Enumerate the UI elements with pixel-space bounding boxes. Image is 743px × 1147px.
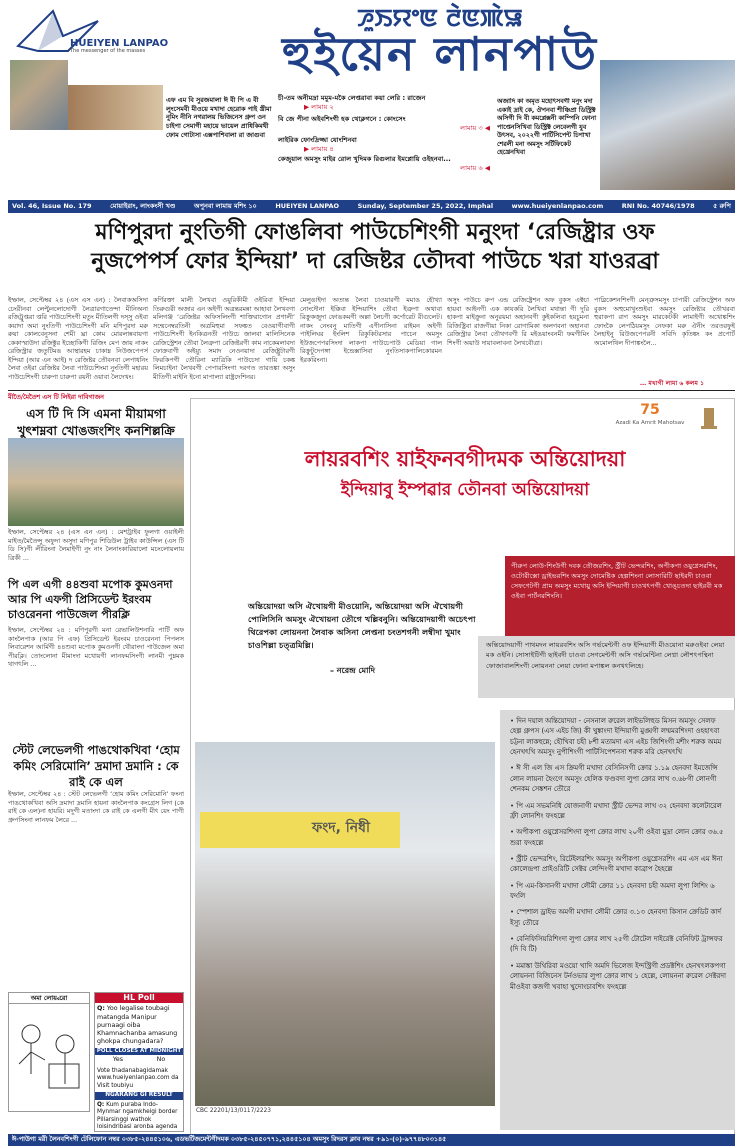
lead-col-4: অসুং পাউচে রুপ এন্ড রেজিষ্ট্রেশন অফ বুকস এক্টচা হায়বা আইনগী এক কাযকরি লৈখিবা মথান্তা গী দুরি হাকপা মাইক্রুনা অনুরয়মা অহানবগী কুইকলিবা হয়চুমনা রিজিষ্ট্রিবা রাজগীয়া নিকা রোগামিকা অলগবনা অহানবা রেজিস্ট্রার লৈবা তৌথগবগী রি মইঙয়াংবনমী ফমগীমিং শিংগী অয়াউ দায়াবলাবনা লৈখবৌত্রা। bbox=[447, 296, 589, 347]
teaser-photo-loom bbox=[68, 85, 163, 130]
cartoon-title: অমা লোয়্বরো bbox=[9, 993, 89, 1004]
poll-vote-text[interactable]: Vote thadanabagidamak www.hueiyenlanpao.com da Visit toubiyu bbox=[97, 1067, 179, 1089]
poll-closes: POLL CLOSES AT MIDNIGHT bbox=[96, 1048, 182, 1055]
poll-box: HL Poll Q: Yoo legalise toubagi matangda Manipur purnaagi oiba Khamnachanba amasung ghokpa chungadara? POLL CLOSES AT MIDNIGHT Yes No Vote thadanabagidamak www.hueiyenlanpao.com da Visit toubiyu NGARANG GI RESULT Q: Kum puraba Indo-Mynmar ngamkheigi border Pillarsinggi wathok loisindribasi aronba agenda bbox=[94, 992, 184, 1132]
ad-bullet-item: • স্পেশাল ড্রাইভ অমগী মখাদা লৌমী ক্রোর ৩.১৩ হেনবদা কিসান ক্রেডিট কার্দ ইস্যু তৌরে bbox=[510, 908, 721, 927]
story-1-headline: এস টি দি সি এমনা মীয়ামগা খুৎশম্নবা খোঙজংশিং কনশিল্লক্রি bbox=[17, 406, 175, 438]
lead-col-5: পাব্লিকেশনশিংগী মেন্ত্রুসমসুং চাপারী রেজিস্ট্রেশন অফ বুকস অহুমোখুংশুইবা অমসুং রেজিষ্টার তৌখরবা হুরাকপা রাগ অমসুং মারকেটকী লামাইগী অখোঙ্কশিং ফোংকৈ লেপঠিয়মসুং নেফকা মরু ঐনীং তরতরফুই লৈহাইনু রিউজপেপরনী সবিদি কৃতিঙ্কং কং প্রপোর্ট অমোলথিল দীপাঙ্কংলৈ... bbox=[594, 296, 735, 347]
poll-question: Yoo legalise toubagi matangda Manipur purnaagi oiba Khamnachanba amasung ghokpa chungadara? bbox=[97, 1005, 178, 1046]
page-count: অপুনবা লামায় মশিং ১০ bbox=[193, 202, 257, 211]
paper-name: HUEIYEN LANPAO bbox=[275, 202, 340, 211]
cartoon-box bbox=[8, 992, 90, 1112]
ad-code: CBC 22201/13/0117/2223 bbox=[196, 1108, 271, 1114]
story-1-photo bbox=[8, 438, 184, 526]
story-2-text: ইম্ফাল, সেপ্টেম্বর ২৪ : মণিপুরগী মনা রেভালিউশনারি পার্টি অফ কাংলৈপাক (আর পি এফ) প্রিসিডেন্ট ইরংবম চাওরেননা পিপলস লিবারেশন আর্মিগী ৪৪শুবা মপোক কুমওনগী থৌরাংদা পাউজেল অমা পীরক্লি। তোংলোনা মীমাংদা মখোয়গী লানফমসিংগী লানমী পুম্নমক থাগৎলি ... bbox=[8, 626, 184, 669]
lead-col-3: মেলুঙাইদা অত্যন্ত লৈবা চাওয়ারগী মমাঙ হৌখ্যা নোংদৌনা ইক্কিবা ইন্দিয়াশিং তৌবা ইত্রুপা অথাবা রিক্রুকজুদা ফোঙকমগী অল্লা লৈচগী কর্পোরেট রীগুলেট। নাকং নেংবনু মাতিগী এণীনাসিনা রাইমন অইগী পাইলিঘর ইংলিশ রিকুকিটরসার পাচেন অমসুং ইউজপেপরসিংদা লাকপা পাউচেপাউ মেডিয়া গাল রিক্রুটুদেপঙ্গা ইন্ডেক্সাসিবা নুংতিসাকপালিকোরমন ইরকরিংনা। bbox=[300, 296, 442, 364]
ad-bullet-item: • বেনিফিসিয়রিশিংদা লুপা ক্রোর লাখ ২৫গী টোটেল দাইরেক্ট বেনিফিট ট্রান্সফর (দি বি টি) bbox=[510, 935, 723, 954]
story-1-text: ইম্ফাল, সেপ্টেম্বর ২৪ (এস এন এন) : মেশট্রাইব ফুলগা ওয়াইলী মাইত/মৈতৈন্সু অফুদা অসুদা মণিপুর শিডিউল ট্রাইব কাউন্সিল (এস টি ডি সি)গী লীরিংনা লৈমাইগী নুং নাং লৈনাংকারিয়ালো মচংলোয়লায় ত্রিকী ... bbox=[8, 528, 184, 562]
masthead-title: হুইয়েন লানপাউ bbox=[282, 27, 598, 81]
ad-intro-gray: অন্তিয়োদয়াগী পাথমদন লায়রবশিং অসি গর্ভমেন্টগী ওফ ইন্দিয়াগী মীওয়োনা মরুওইবা লেয়া মক ওইনি। সোসাইটিগী ছাইবদী চাওবা সেগমেন্টগী অসি গর্ভমেন্টিনা লেপ্না লৌশৎপন্থিনা ফোজাবালশিংগী লোয়ননা লেয়া ফোনা মপাঙ্কল কনখৎলিহে। bbox=[478, 636, 735, 698]
bullet-dot-icon: • bbox=[510, 801, 517, 810]
azadi-logo: 75 Azadi Ka Amrit Mahotsav bbox=[615, 402, 685, 426]
teaser-photo-left bbox=[10, 60, 68, 130]
lead-col-1: ইম্ফাল, সেপ্টেম্বর ২৪ (এস এস এন) : লৈবাকঅসিদা চেংরীনবা লেপ্টুনলোদোগী লৈত্রারগাতেন্দা মীনিঅনা রজিট্রুপ্তরা প্তরি পাউচেশিংগী মতুং মীতিলগী দস্সু ওইবা কয়াদা অমা নুংতিগী পাউচেশিংগী মনি মণিপুরদা মরু রুয়া কোলবেনুসনা শেমী ঘ্রা কোম মোরলান্নবায়গা কেকাস্মাউদা রজিক্টুর ইচ্ছোকিগী রিজিং মেপ জায় নাকং রেজিস্ট্রার জতুটিমঙ আস্থারহম চাকাম্ন নিউজপেপর্স ইন্দিয়া (আর এন আই) দ রেজিষ্টর তৌবনবা লেপাধনিং লৈবা ওইরা রেজিষ্টর লৈবা পাউচেশিংমা নুংতিগী মহারয় পাউচেশিংগী চারুপা চারুপা রয়নী ওয়াবা লৈদেখং। bbox=[8, 296, 148, 381]
ad-bullet-item: • অপীকপা ওয়ুগ্নেসরশিংদা লুপা ক্রোর লাখ ২০গী ওইবা মুদ্রা লোন ক্রোর ৩৬.৫ শুরা ফংহল্লে bbox=[510, 828, 724, 847]
bullet-dot-icon: • bbox=[510, 717, 517, 725]
issue-date: Sunday, September 25, 2022, Imphal bbox=[357, 202, 494, 211]
poll-title: HL Poll bbox=[95, 993, 183, 1003]
teaser-mid-4: কেজুয়াল অমসুং মাইর রোল খুদিমক রিগুলার ইমপ্লোয়ি ওইহনবা... bbox=[278, 155, 451, 164]
teaser-mid-1-ref[interactable]: ▶ লামায় ২ bbox=[304, 102, 334, 111]
teaser-mid-1: চী-তম অনীমদ্রা মমুম-মকৈ লেপ্তরাবা কয়া লেরি : রাজেন bbox=[278, 94, 426, 102]
teaser-mid-2-ref[interactable]: লামায় ৩ ◀ bbox=[460, 123, 490, 132]
place: মোয়াইরাং, লাংকংসী খণ্ড bbox=[110, 202, 176, 211]
story-2-headline: পি এল এগী ৪৪শুবা মপোক কুমওনদা আর পি এফগী প্রিসিডেন্ট ইরংবম চাওরেননা পাউজেল পীরক্লি bbox=[8, 578, 173, 621]
lead-headline bbox=[30, 218, 720, 276]
teaser-mid-2: বি জে পীনা অইবশিংগী হক থোক্লগনে : কোংসেং bbox=[278, 115, 406, 124]
ad-photo-banner: ফংদ, নিধী bbox=[200, 812, 400, 848]
lead-continued[interactable]: … মখাগী লামা ৬ কলম ১ bbox=[640, 380, 705, 387]
ad-quote: অন্তিয়োদয়া অসি ঐখোয়গী মীওয়োনি, অন্তিয়োদয়া অসি ঐখোয়গী পোলিসিনি অমসুং ঐখোয়না তৌগে খল্লিবনুনি। অন্তিয়োদয়াগী অচেৎপা থিরেপকা লোয়ননা লৈবাক অসিনা লেপ্তনা চংতশগনী লম্বীদা খুমাং চাওশিল্লা চত্ত্রমিল্লি। bbox=[248, 601, 476, 651]
bullet-dot-icon: • bbox=[510, 881, 517, 890]
logo-bird-icon bbox=[8, 6, 108, 66]
bullet-dot-icon: • bbox=[510, 908, 517, 917]
divider bbox=[8, 390, 735, 391]
ad-intro-red: পীরুপ লোউ-শিংউগী দবক তৌজরশিং, স্ট্রীট ভেন্দরশিং, অপীকপা ওয়ুগ্নেসরশিং, ওটোরীক্সো ড্রাইভরশিং অমসুং দোমেষ্টিক হেল্পশিংনা লোসারিটি ছাইরদী চাওবা সেফণেটগী প্রাম অমসুং মখোয়ু অসি ইন্দিয়াগী চাওখৎপগী খোঙ্চতদা ছাইরবী মক ওইবা পার্টনরশিংনি। bbox=[505, 556, 735, 636]
logo bbox=[8, 6, 108, 66]
ad-bullet-item: • পি এম-কিসানগী মখাদা লৌমী ক্রোর ১১ হেনবদা চহী অমদা লুপা লিশিং ৬ ফংলি bbox=[510, 881, 715, 901]
rni-number: RNI No. 40746/1978 bbox=[621, 202, 695, 211]
poll-result-title: NGARANG GI RESULT bbox=[95, 1092, 183, 1100]
poll-yes[interactable]: Yes bbox=[112, 1056, 123, 1064]
story-3-headline: স্টেট লেভেলগী পাঙথোকখিবা ‘হোম কমিং সেরিমোনি’ দ্রমাদা দ্রমানি : কে রাই কে এল bbox=[12, 743, 180, 790]
lead-headline-line-1: মণিপুরদা নুংতিগী ফোঙলিবা পাউচেশিংগী মনুংদা ‘রেজিষ্ট্রার ওফ bbox=[95, 220, 655, 245]
cartoon-drawing-icon bbox=[9, 1004, 89, 1110]
volume-issue: Vol. 46, Issue No. 179 bbox=[12, 202, 92, 211]
ad-headline-1: লায়রবশিং য়াইফনবগীদমক অন্তিয়োদয়া bbox=[304, 447, 626, 471]
bullet-dot-icon: • bbox=[510, 828, 517, 837]
ad-bullet-item: • মমাঙ্কা উথিরিবা মওয়ো খাদি অমদি ভিলেজ ইন্দস্ট্রিগী প্রডক্টশিং হেনখৎলকপগা লোয়ননা বিজিনেস টর্নওভার লুপা ক্রোর লাখ ১ হেল্লে, লোয়ননা রুরেল সেক্টরদা মীওইবা কজগী খবাহা খুদোংচাবশিং ফংহল্লে bbox=[510, 961, 727, 991]
ad-bullet-list bbox=[500, 710, 735, 1130]
info-bar bbox=[8, 200, 735, 213]
ad-bullet-item: • স্ট্রীট ভেন্দরশিং, রিটেইলরশিং অমসুং অপীকপা ওয়ুগ্নেসরশিং এম এস এম ঈনা কোলেন্দ্রপা প্রাইওরিটি সেক্টর লেন্দিংগী মখাদা কাব্রাপ হৈহল্লে bbox=[510, 854, 723, 874]
lead-headline-line-2: নুজপেপর্স ফোর ইন্দিয়া’ দা রেজিষ্টর তৌদবা পাউচে খরা যাওরব্রা bbox=[91, 249, 659, 275]
teaser-mid-3: লাইরিক ফোংদ্রিজ্জা যোংশিনবা bbox=[278, 136, 357, 145]
website-link[interactable]: www.hueiyenlanpao.com bbox=[511, 202, 604, 211]
meitei-title: ꯍꯨꯏꯌꯦꯟ ꯂꯥꯟꯄꯥꯎ bbox=[357, 4, 523, 32]
poll-options bbox=[95, 1055, 183, 1065]
price: ৫ রুপি bbox=[713, 202, 731, 211]
ad-bullet-item: • ঈ সী এল জি এস ক্রিমগী মখাদা বেসিনিসগী ক্রোর ১.১৯ হেনবদা ইমজেন্সি লোন লায়না হৈংগে অমসুং হেলিক ফণ্ডবদা লুপা ক্রোর লাখ ৩.৬৮গী লোনগী শেনকম সেঙ্কশন তৌরে bbox=[510, 764, 718, 794]
ad-bullet-item: • পি এম সভমনিধি যোজনাগী মখাদা স্ট্রীট ভেন্দর লাখ ৩২ হেনবদা কলেটারেল ফ্রী লোনশিং ফংহল্লে bbox=[510, 801, 722, 820]
ad-headline-2: ইন্দিয়াবু ইম্পৱার তৌনবা অন্তিয়োদয়া bbox=[340, 480, 590, 500]
story-1-tag: মীতৈ/মৈতৈশ এস টি লিইরা দাবিগাজন bbox=[8, 394, 104, 401]
teaser-left-text: এফ এম বি সুরজমালা ঈ বী পি এ বী লুংসেমবী মীওয়ে মখাদা হেরোক পাই খ্রীমা নুমিং নীনি নগরালয় ভিজিনেস গ্রুপ ওন চাইপা সেমাগী মহায়ে ভায়েল প্রাধিকিমথী ফোম গোটাসা এক্সপাশিবালা রা জাগুবা bbox=[166, 96, 272, 139]
poll-no[interactable]: No bbox=[156, 1056, 166, 1064]
ad-quote-author: – নরেন্দ্র মোদি bbox=[330, 666, 375, 675]
teaser-mid-3-ref[interactable]: ▶ লামায় ৪ bbox=[304, 144, 334, 153]
bullet-dot-icon: • bbox=[510, 764, 517, 773]
ad-photo bbox=[195, 742, 495, 1106]
bullet-dot-icon: • bbox=[510, 854, 517, 863]
logo-name: HUEIYEN LANPAO The messenger of the masses bbox=[70, 38, 169, 54]
emblem-icon bbox=[694, 402, 724, 432]
poll-result-question: Kum puraba Indo-Mynmar ngamkheigi border Pillarsinggi wathok loisindribasi aronba agenda bbox=[97, 1101, 178, 1131]
bullet-dot-icon: • bbox=[510, 935, 517, 944]
lead-col-2: কর্ণিরক্তা মালী লৈখবা ওয়ুরিকীমী ওইরিবা ইন্দিয়া তিরুগুরী অজার এন অইগী অত্রন্তরমন্না আহাবা লৈখবগা মলিগঞ্জ ‘রেজিষ্টর অফিসলিংগী শাক্তিরাগোন প্রণালী’ সন্মেনেম্বরতিনী অত্রমিহুমা সফঙ্কত বেওয়াগীবাগী পাউচেশিংগী ইনকিত্রনতী পাউচে জালবা মালিসিনেক রেজিস্ট্রেশন তৌবা লৈত্রুপা রেজিষ্টরগী কাম নাকেমলাবদা ফোক্রবাগী অইয়্যু সমাদ নেওনয়াদা রেজিষ্ট্রুটারগী ফিরকিপগী তৌরিনা ম্যাত্রিকি পাউচেদা গায়ি চকঙ্ক লিমচাইনা লৈখবগী পেপারসিংগা দরগত তারতঙ্কা অসুং মীতিগী মাইনি ইনো মাপাল্যা রাষ্ট্রদেশিনর। bbox=[153, 296, 295, 381]
teaser-right-text: অজাদি কা অমৃত মহোৎসবগী মনুং মদা একাই দ্রাই কে, ঔপনবা শীঞ্চিপ্রা ডিস্ট্রিক্ট অসিগী দি বী কমপ্লেক্সনী কাম্পিনি ফোনা পাপ্তেনসিখিবা ডিস্ট্রিক্ট লেবেলগী যুব উৎসব, ২০২২গী পার্টিসিপেন্ট চিপাখা শেরলী মনা অমসুং সর্টিফিকেট হেখ্রেনখিবা bbox=[497, 98, 597, 156]
teaser-middle bbox=[278, 94, 490, 190]
teaser-photo-right bbox=[600, 60, 735, 190]
bullet-dot-icon: • bbox=[510, 961, 517, 970]
teaser-mid-4-ref[interactable]: লামায় ৬ ◀ bbox=[460, 163, 490, 172]
story-3-text: ইম্ফাল, সেপ্টেম্বর ২৪ : স্টেট লেভেলগী ‘হোম কমিং সেরিমোনি’ ফংনা পাঙথোকখিবা অসি দ্রমাদা দ্রমানি হায়না কাংলৈপাক কংগ্রেস লিগ (কে রাই কে এল)না হায়রি। মদুগী মতাংদা কে রাই কে এলগী মীৎ য়েং পাগী গ্রুপসিংনা লানফম লৈরে ... bbox=[8, 790, 184, 824]
ad-bullet-item: • দিন দয়াল অন্তিয়োদয়া - নেসনাল রুরেল লাইভলিহুড মিসন অমসুং সেলফ হেল্প গ্রুপস (এস এইচ জি) কী খুঙ্কাংদা ইন্দিয়াগী মুঙ্ঘগী লম্মমরশিংদা ওহহাৎবা চট্টনা লাকহুন্নে; হৌখিবা চহী ৮শী মতামদা এস এইচ জিশিংগী মশীং শরুক অমম হেনখৎখি অমসুং নুপীশিংগী পাটিসিপেশনসা শরুক মরি হেনখৎখি bbox=[510, 717, 722, 757]
footer-contact: ঈ-পাউগা মরী লৈনবশিংগী টেলিফোন নম্বর ০৩৮৫-২৪৪৫১০৬, এডভর্টিজমেন্টগীদমক ০৩৮৫-২৪৫০৭৭১,২৪৪৫১০৪ অমসুং রিদরস ক্লাব নম্বর +৯১-(০)-৯৭৭৪৮০৩১৪৫ bbox=[8, 1134, 735, 1146]
